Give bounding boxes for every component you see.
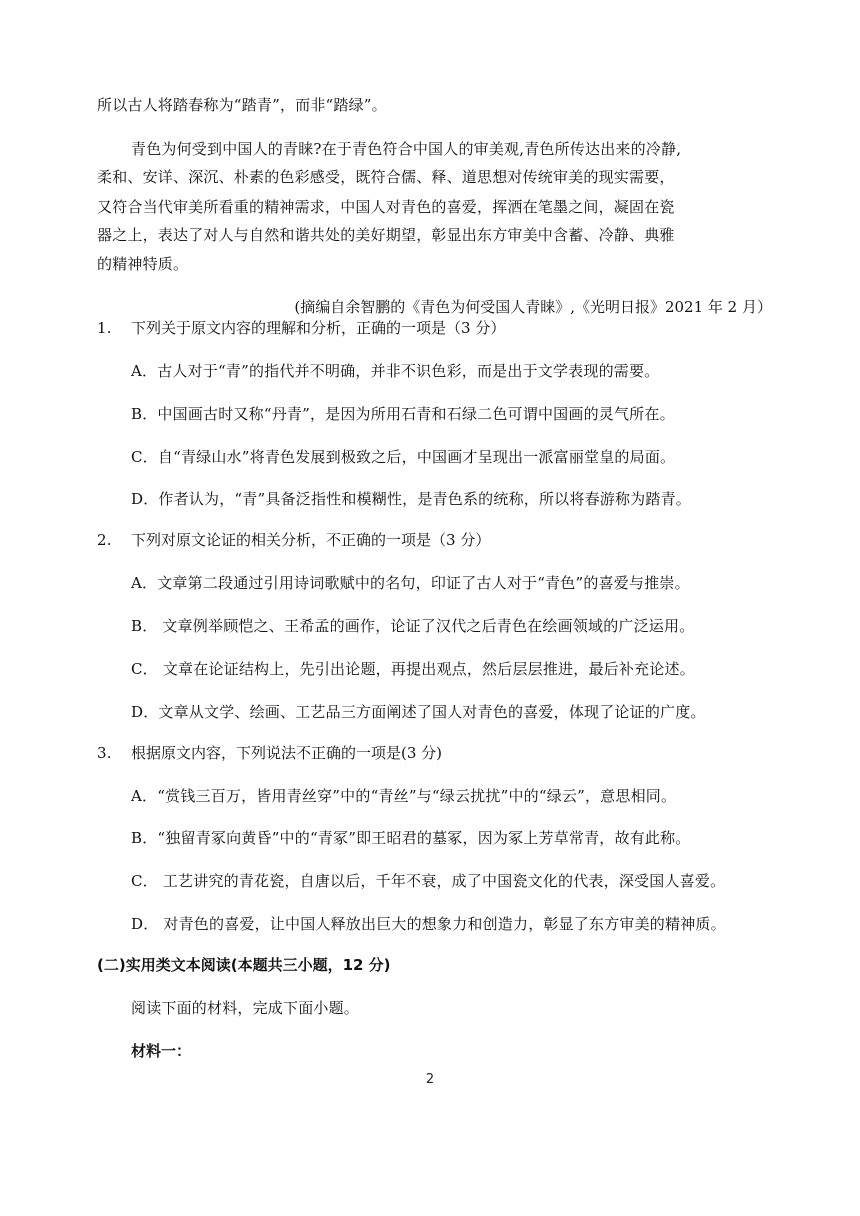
passage-closing-line: 所以古人将踏春称为“踏青”，而非“踏绿”。 xyxy=(97,96,387,114)
passage-paragraph-line: 又符合当代审美所看重的精神需求，中国人对青色的喜爱，挥洒在笔墨之间，凝固在瓷 xyxy=(97,198,675,216)
question-number: 1. xyxy=(97,319,112,337)
question-option: C．自“青绿山水”将青色发展到极致之后，中国画才呈现出一派富丽堂皇的局面。 xyxy=(131,448,676,466)
question-option: C． 文章在论证结构上，先引出论题，再提出观点，然后层层推进，最后补充论述。 xyxy=(131,660,695,678)
passage-paragraph-line: 的精神特质。 xyxy=(97,255,189,273)
passage-paragraph-line: 青色为何受到中国人的青睐?在于青色符合中国人的审美观,青色所传达出来的冷静, xyxy=(131,140,682,158)
question-option: A．“赏钱三百万，皆用青丝穿”中的“青丝”与“绿云扰扰”中的“绿云”，意思相同。 xyxy=(131,787,677,805)
passage-paragraph-line: 柔和、安详、深沉、朴素的色彩感受，既符合儒、释、道思想对传统审美的现实需要， xyxy=(97,168,675,186)
question-option: D． 对青色的喜爱，让中国人释放出巨大的想象力和创造力，彰显了东方审美的精神质。 xyxy=(131,915,726,933)
question-option: B．中国画古时又称“丹青”，是因为所用石青和石绿二色可谓中国画的灵气所在。 xyxy=(131,405,675,423)
question-option: D．作者认为，“青”具备泛指性和模糊性，是青色系的统称，所以将春游称为踏青。 xyxy=(131,490,691,508)
question-option: B．“独留青冢向黄昏”中的“青冢”即王昭君的墓冢，因为冢上芳草常青，故有此称。 xyxy=(131,829,691,847)
question-option: A．古人对于“青”的指代并不明确，并非不识色彩，而是出于文学表现的需要。 xyxy=(131,362,660,380)
question-option: C． 工艺讲究的青花瓷，自唐以后，千年不衰，成了中国瓷文化的代表，深受国人喜爱。 xyxy=(131,872,726,890)
passage-paragraph-line: 器之上，表达了对人与自然和谐共处的美好期望，彰显出东方审美中含蓄、冷静、典雅 xyxy=(97,226,675,244)
question-stem: 下列对原文论证的相关分析，不正确的一项是（3 分） xyxy=(131,531,491,549)
question-stem: 根据原文内容，下列说法不正确的一项是(3 分) xyxy=(131,744,443,762)
question-stem: 下列关于原文内容的理解和分析，正确的一项是（3 分） xyxy=(131,319,506,337)
section-heading: (二)实用类文本阅读(本题共三小题，12 分) xyxy=(97,956,391,974)
source-citation: (摘编自余智鹏的《青色为何受国人青睐》,《光明日报》2021 年 2 月） xyxy=(294,298,772,316)
question-number: 3. xyxy=(97,744,112,762)
question-option: A．文章第二段通过引用诗词歌赋中的名句，印证了古人对于“青色”的喜爱与推崇。 xyxy=(131,574,690,592)
question-option: B． 文章例举顾恺之、王希孟的画作，论证了汉代之后青色在绘画领域的广泛运用。 xyxy=(131,617,695,635)
material-label: 材料一： xyxy=(131,1042,192,1060)
page-number: 2 xyxy=(425,1072,435,1087)
question-number: 2. xyxy=(97,531,112,549)
section-instruction: 阅读下面的材料，完成下面小题。 xyxy=(131,999,360,1017)
question-option: D．文章从文学、绘画、工艺品三方面阐述了国人对青色的喜爱，体现了论证的广度。 xyxy=(131,703,706,721)
